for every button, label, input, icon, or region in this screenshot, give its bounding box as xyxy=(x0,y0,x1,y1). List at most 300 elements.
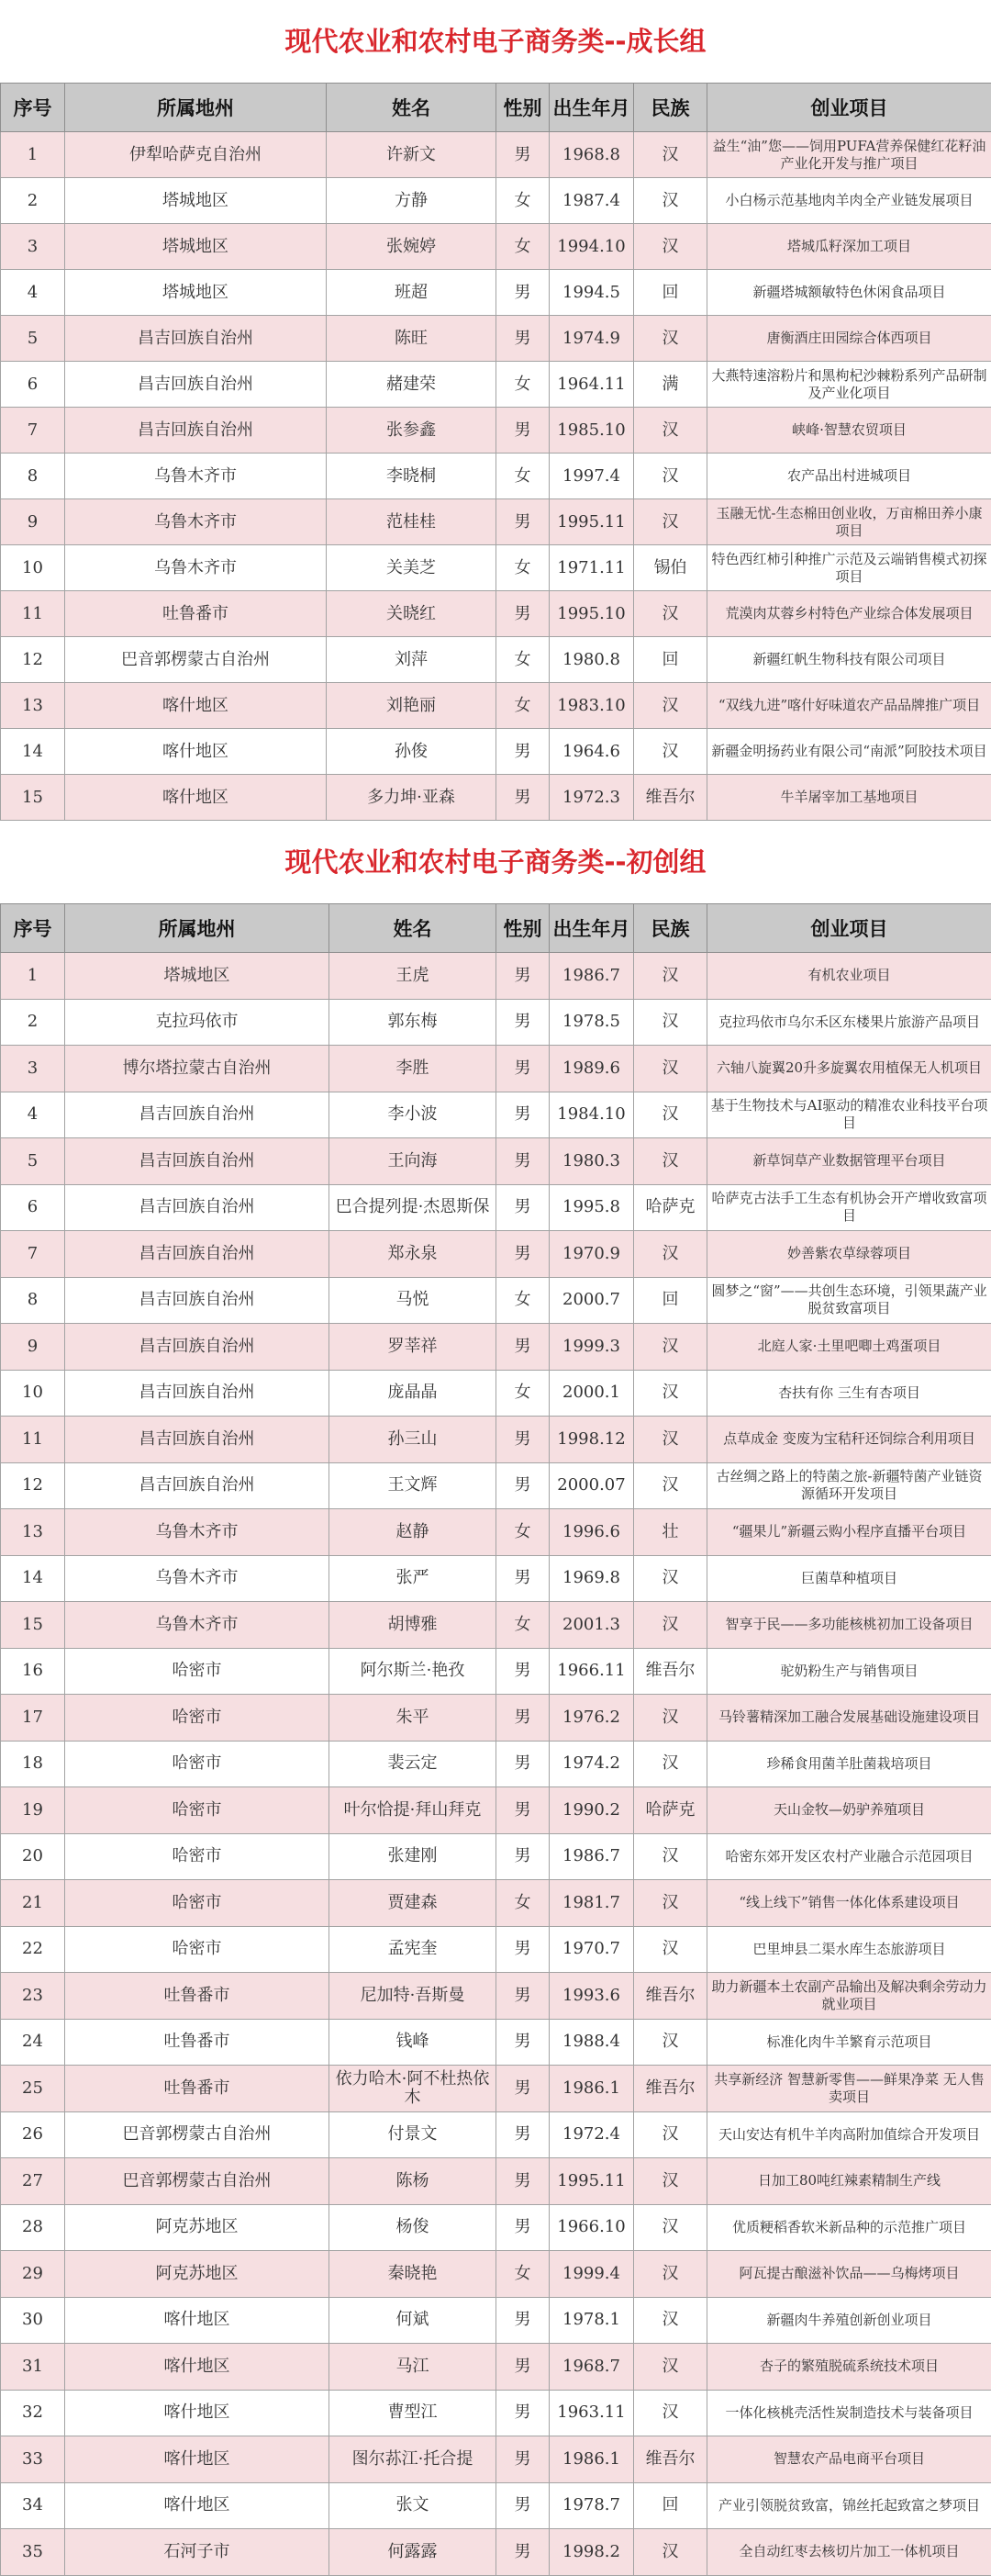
birth-date-cell: 1974.9 xyxy=(550,316,634,362)
name-cell: 何露露 xyxy=(329,2529,496,2576)
ethnicity-cell: 汉 xyxy=(634,1833,707,1880)
ethnicity-cell: 哈萨克 xyxy=(634,1184,707,1231)
project-cell: 一体化核桃壳活性炭制造技术与装备项目 xyxy=(707,2390,991,2436)
gender-cell: 女 xyxy=(496,545,550,591)
ethnicity-cell: 汉 xyxy=(634,1462,707,1509)
table-row xyxy=(1,1184,991,1231)
project-cell: 特色西红柿引种推广示范及云端销售模式初探项目 xyxy=(707,545,991,591)
project-cell: 天山安达有机牛羊肉高附加值综合开发项目 xyxy=(707,2111,991,2158)
gender-cell: 男 xyxy=(496,2482,550,2529)
gender-cell: 男 xyxy=(496,1138,550,1185)
region-cell: 喀什地区 xyxy=(65,775,327,821)
row-number-cell: 34 xyxy=(1,2482,65,2529)
region-cell: 喀什地区 xyxy=(65,2436,329,2483)
table-startup xyxy=(0,903,991,2576)
section-growth xyxy=(0,0,991,821)
table-row xyxy=(1,408,991,454)
region-cell: 哈密市 xyxy=(65,1648,329,1695)
ethnicity-cell: 汉 xyxy=(634,2204,707,2251)
gender-cell: 女 xyxy=(496,1277,550,1324)
ethnicity-cell: 回 xyxy=(634,637,707,683)
name-cell: 贾建森 xyxy=(329,1880,496,1927)
ethnicity-cell: 汉 xyxy=(634,2344,707,2391)
birth-date-cell: 1969.8 xyxy=(550,1555,634,1602)
ethnicity-cell: 汉 xyxy=(634,2297,707,2344)
region-cell: 巴音郭楞蒙古自治州 xyxy=(65,2111,329,2158)
table-row xyxy=(1,1880,991,1927)
name-cell: 杨俊 xyxy=(329,2204,496,2251)
name-cell: 孙俊 xyxy=(327,729,496,775)
row-number-cell: 29 xyxy=(1,2251,65,2298)
project-cell: 新疆红帆生物科技有限公司项目 xyxy=(707,637,991,683)
ethnicity-cell: 汉 xyxy=(634,2019,707,2066)
gender-cell: 男 xyxy=(496,270,550,316)
gender-cell: 女 xyxy=(496,454,550,499)
table-row xyxy=(1,2251,991,2298)
gender-cell: 男 xyxy=(496,1324,550,1371)
gender-cell: 男 xyxy=(496,999,550,1046)
birth-date-cell: 1993.6 xyxy=(550,1973,634,2020)
name-cell: 陈杨 xyxy=(329,2158,496,2205)
gender-cell: 男 xyxy=(496,132,550,178)
birth-date-cell: 1995.11 xyxy=(550,499,634,545)
table-row xyxy=(1,1462,991,1509)
project-cell: 哈密东郊开发区农村产业融合示范园项目 xyxy=(707,1833,991,1880)
table-row xyxy=(1,2111,991,2158)
table-row xyxy=(1,1555,991,1602)
table-row xyxy=(1,1417,991,1463)
project-cell: 全自动红枣去核切片加工一体机项目 xyxy=(707,2529,991,2576)
region-cell: 昌吉回族自治州 xyxy=(65,362,327,408)
birth-date-cell: 1998.12 xyxy=(550,1417,634,1463)
region-cell: 博尔塔拉蒙古自治州 xyxy=(65,1046,329,1092)
ethnicity-cell: 回 xyxy=(634,270,707,316)
column-header: 所属地州 xyxy=(65,84,327,132)
name-cell: 孙三山 xyxy=(329,1417,496,1463)
ethnicity-cell: 维吾尔 xyxy=(634,775,707,821)
project-cell: 驼奶粉生产与销售项目 xyxy=(707,1648,991,1695)
project-cell: 牛羊屠宰加工基地项目 xyxy=(707,775,991,821)
row-number-cell: 16 xyxy=(1,1648,65,1695)
row-number-cell: 18 xyxy=(1,1741,65,1787)
gender-cell: 男 xyxy=(496,1555,550,1602)
name-cell: 李胜 xyxy=(329,1046,496,1092)
project-cell: 唐衡酒庄田园综合体西项目 xyxy=(707,316,991,362)
row-number-cell: 15 xyxy=(1,775,65,821)
name-cell: 郑永泉 xyxy=(329,1231,496,1278)
region-cell: 昌吉回族自治州 xyxy=(65,1092,329,1138)
table-row xyxy=(1,953,991,1000)
row-number-cell: 8 xyxy=(1,1277,65,1324)
name-cell: 巴合提列提·杰恩斯保 xyxy=(329,1184,496,1231)
name-cell: 庞晶晶 xyxy=(329,1370,496,1417)
table-row xyxy=(1,2297,991,2344)
ethnicity-cell: 汉 xyxy=(634,953,707,1000)
table-row xyxy=(1,2436,991,2483)
name-cell: 尼加特·吾斯曼 xyxy=(329,1973,496,2020)
table-row xyxy=(1,270,991,316)
project-cell: 荒漠肉苁蓉乡村特色产业综合体发展项目 xyxy=(707,591,991,637)
region-cell: 乌鲁木齐市 xyxy=(65,1555,329,1602)
row-number-cell: 5 xyxy=(1,1138,65,1185)
birth-date-cell: 1987.4 xyxy=(550,178,634,224)
name-cell: 依力哈木·阿不杜热依木 xyxy=(329,2066,496,2112)
column-header: 出生年月 xyxy=(550,84,634,132)
gender-cell: 男 xyxy=(496,729,550,775)
region-cell: 吐鲁番市 xyxy=(65,2066,329,2112)
gender-cell: 男 xyxy=(496,1092,550,1138)
project-cell: 北庭人家·土里吧唧土鸡蛋项目 xyxy=(707,1324,991,1371)
row-number-cell: 6 xyxy=(1,362,65,408)
gender-cell: 男 xyxy=(496,316,550,362)
region-cell: 巴音郭楞蒙古自治州 xyxy=(65,637,327,683)
name-cell: 刘萍 xyxy=(327,637,496,683)
row-number-cell: 10 xyxy=(1,1370,65,1417)
table-row xyxy=(1,2344,991,2391)
birth-date-cell: 1985.10 xyxy=(550,408,634,454)
ethnicity-cell: 汉 xyxy=(634,1046,707,1092)
row-number-cell: 4 xyxy=(1,270,65,316)
birth-date-cell: 1970.7 xyxy=(550,1926,634,1973)
project-cell: 产业引领脱贫致富，锦丝托起致富之梦项目 xyxy=(707,2482,991,2529)
name-cell: 张严 xyxy=(329,1555,496,1602)
row-number-cell: 1 xyxy=(1,132,65,178)
gender-cell: 男 xyxy=(496,2111,550,2158)
name-cell: 刘艳丽 xyxy=(327,683,496,729)
table-header-row xyxy=(1,904,991,953)
ethnicity-cell: 维吾尔 xyxy=(634,2066,707,2112)
region-cell: 吐鲁番市 xyxy=(65,2019,329,2066)
project-cell: 新草饲草产业数据管理平台项目 xyxy=(707,1138,991,1185)
table-row xyxy=(1,1787,991,1834)
birth-date-cell: 1988.4 xyxy=(550,2019,634,2066)
gender-cell: 男 xyxy=(496,953,550,1000)
name-cell: 张参鑫 xyxy=(327,408,496,454)
table-row xyxy=(1,1973,991,2020)
birth-date-cell: 1996.6 xyxy=(550,1509,634,1556)
birth-date-cell: 1978.5 xyxy=(550,999,634,1046)
row-number-cell: 12 xyxy=(1,637,65,683)
region-cell: 吐鲁番市 xyxy=(65,1973,329,2020)
column-header: 序号 xyxy=(1,84,65,132)
row-number-cell: 1 xyxy=(1,953,65,1000)
region-cell: 喀什地区 xyxy=(65,2390,329,2436)
birth-date-cell: 1976.2 xyxy=(550,1695,634,1742)
project-cell: 新疆金明扬药业有限公司“南派”阿胶技术项目 xyxy=(707,729,991,775)
ethnicity-cell: 汉 xyxy=(634,1231,707,1278)
region-cell: 昌吉回族自治州 xyxy=(65,1231,329,1278)
row-number-cell: 12 xyxy=(1,1462,65,1509)
row-number-cell: 11 xyxy=(1,591,65,637)
region-cell: 喀什地区 xyxy=(65,729,327,775)
ethnicity-cell: 汉 xyxy=(634,1926,707,1973)
name-cell: 马江 xyxy=(329,2344,496,2391)
region-cell: 昌吉回族自治州 xyxy=(65,1184,329,1231)
table-row xyxy=(1,637,991,683)
gender-cell: 女 xyxy=(496,1370,550,1417)
gender-cell: 男 xyxy=(496,591,550,637)
ethnicity-cell: 汉 xyxy=(634,316,707,362)
project-cell: 共享新经济 智慧新零售——鲜果净菜 无人售卖项目 xyxy=(707,2066,991,2112)
region-cell: 昌吉回族自治州 xyxy=(65,1324,329,1371)
row-number-cell: 6 xyxy=(1,1184,65,1231)
region-cell: 乌鲁木齐市 xyxy=(65,1602,329,1649)
name-cell: 多力坤·亚森 xyxy=(327,775,496,821)
region-cell: 昌吉回族自治州 xyxy=(65,1138,329,1185)
project-cell: 小白杨示范基地肉羊肉全产业链发展项目 xyxy=(707,178,991,224)
project-cell: 点草成金 变废为宝秸秆还饲综合利用项目 xyxy=(707,1417,991,1463)
table-row xyxy=(1,1138,991,1185)
table-growth xyxy=(0,83,991,821)
table-row xyxy=(1,1833,991,1880)
table-header-row xyxy=(1,84,991,132)
table-row xyxy=(1,1231,991,1278)
table-row xyxy=(1,1695,991,1742)
project-cell: 克拉玛依市乌尔禾区东楼果片旅游产品项目 xyxy=(707,999,991,1046)
region-cell: 塔城地区 xyxy=(65,178,327,224)
project-cell: 杏扶有你 三生有杏项目 xyxy=(707,1370,991,1417)
region-cell: 昌吉回族自治州 xyxy=(65,1417,329,1463)
project-cell: 日加工80吨红辣素精制生产线 xyxy=(707,2158,991,2205)
gender-cell: 男 xyxy=(496,1231,550,1278)
birth-date-cell: 1999.4 xyxy=(550,2251,634,2298)
project-cell: 基于生物技术与AI驱动的精准农业科技平台项目 xyxy=(707,1092,991,1138)
birth-date-cell: 1999.3 xyxy=(550,1324,634,1371)
birth-date-cell: 2001.3 xyxy=(550,1602,634,1649)
birth-date-cell: 1974.2 xyxy=(550,1741,634,1787)
gender-cell: 男 xyxy=(496,1695,550,1742)
birth-date-cell: 1966.10 xyxy=(550,2204,634,2251)
gender-cell: 女 xyxy=(496,2251,550,2298)
project-cell: 益生“油”您——饲用PUFA营养保健红花籽油产业化开发与推广项目 xyxy=(707,132,991,178)
birth-date-cell: 1995.10 xyxy=(550,591,634,637)
column-header: 民族 xyxy=(634,904,707,953)
ethnicity-cell: 汉 xyxy=(634,1602,707,1649)
region-cell: 乌鲁木齐市 xyxy=(65,545,327,591)
gender-cell: 女 xyxy=(496,1602,550,1649)
region-cell: 哈密市 xyxy=(65,1880,329,1927)
birth-date-cell: 1986.1 xyxy=(550,2436,634,2483)
table-row xyxy=(1,2204,991,2251)
gender-cell: 男 xyxy=(496,1417,550,1463)
table-row xyxy=(1,1277,991,1324)
row-number-cell: 21 xyxy=(1,1880,65,1927)
project-cell: 优质粳稻香软米新品种的示范推广项目 xyxy=(707,2204,991,2251)
name-cell: 付景文 xyxy=(329,2111,496,2158)
gender-cell: 男 xyxy=(496,1833,550,1880)
row-number-cell: 31 xyxy=(1,2344,65,2391)
name-cell: 方静 xyxy=(327,178,496,224)
row-number-cell: 22 xyxy=(1,1926,65,1973)
birth-date-cell: 1995.11 xyxy=(550,2158,634,2205)
ethnicity-cell: 汉 xyxy=(634,1695,707,1742)
column-header: 序号 xyxy=(1,904,65,953)
gender-cell: 女 xyxy=(496,1880,550,1927)
ethnicity-cell: 汉 xyxy=(634,591,707,637)
project-cell: 新疆塔城额敏特色休闲食品项目 xyxy=(707,270,991,316)
table-row xyxy=(1,499,991,545)
birth-date-cell: 1989.6 xyxy=(550,1046,634,1092)
table-row xyxy=(1,454,991,499)
project-cell: 六轴八旋翼20升多旋翼农用植保无人机项目 xyxy=(707,1046,991,1092)
ethnicity-cell: 汉 xyxy=(634,999,707,1046)
ethnicity-cell: 汉 xyxy=(634,729,707,775)
gender-cell: 女 xyxy=(496,637,550,683)
row-number-cell: 11 xyxy=(1,1417,65,1463)
table-row xyxy=(1,2158,991,2205)
birth-date-cell: 1963.11 xyxy=(550,2390,634,2436)
region-cell: 哈密市 xyxy=(65,1695,329,1742)
row-number-cell: 3 xyxy=(1,224,65,270)
region-cell: 乌鲁木齐市 xyxy=(65,499,327,545)
project-cell: 马铃薯精深加工融合发展基础设施建设项目 xyxy=(707,1695,991,1742)
project-cell: 标准化肉牛羊繁育示范项目 xyxy=(707,2019,991,2066)
row-number-cell: 30 xyxy=(1,2297,65,2344)
project-cell: 天山金牧—奶驴养殖项目 xyxy=(707,1787,991,1834)
row-number-cell: 33 xyxy=(1,2436,65,2483)
name-cell: 阿尔斯兰·艳孜 xyxy=(329,1648,496,1695)
project-cell: 阿瓦提古酿滋补饮品——乌梅烤项目 xyxy=(707,2251,991,2298)
row-number-cell: 8 xyxy=(1,454,65,499)
table-row xyxy=(1,729,991,775)
region-cell: 喀什地区 xyxy=(65,683,327,729)
table-row xyxy=(1,132,991,178)
region-cell: 喀什地区 xyxy=(65,2297,329,2344)
project-cell: 助力新疆本土农副产品输出及解决剩余劳动力就业项目 xyxy=(707,1973,991,2020)
name-cell: 裴云定 xyxy=(329,1741,496,1787)
gender-cell: 男 xyxy=(496,1973,550,2020)
gender-cell: 男 xyxy=(496,1741,550,1787)
birth-date-cell: 1978.7 xyxy=(550,2482,634,2529)
ethnicity-cell: 壮 xyxy=(634,1509,707,1556)
gender-cell: 女 xyxy=(496,1509,550,1556)
birth-date-cell: 1997.4 xyxy=(550,454,634,499)
region-cell: 阿克苏地区 xyxy=(65,2251,329,2298)
row-number-cell: 14 xyxy=(1,729,65,775)
row-number-cell: 2 xyxy=(1,999,65,1046)
row-number-cell: 35 xyxy=(1,2529,65,2576)
birth-date-cell: 1968.7 xyxy=(550,2344,634,2391)
gender-cell: 女 xyxy=(496,178,550,224)
section-title-growth: 现代农业和农村电子商务类--成长组 xyxy=(0,0,991,83)
gender-cell: 男 xyxy=(496,1462,550,1509)
table-row xyxy=(1,2482,991,2529)
table-body-growth xyxy=(1,132,991,821)
row-number-cell: 5 xyxy=(1,316,65,362)
ethnicity-cell: 锡伯 xyxy=(634,545,707,591)
table-row xyxy=(1,1648,991,1695)
ethnicity-cell: 汉 xyxy=(634,1880,707,1927)
name-cell: 叶尔恰提·拜山拜克 xyxy=(329,1787,496,1834)
region-cell: 塔城地区 xyxy=(65,953,329,1000)
name-cell: 班超 xyxy=(327,270,496,316)
name-cell: 赵静 xyxy=(329,1509,496,1556)
name-cell: 孟宪奎 xyxy=(329,1926,496,1973)
region-cell: 昌吉回族自治州 xyxy=(65,1462,329,1509)
ethnicity-cell: 汉 xyxy=(634,1138,707,1185)
column-header: 性别 xyxy=(496,904,550,953)
table-row xyxy=(1,1926,991,1973)
project-cell: 智享于民——多功能核桃初加工设备项目 xyxy=(707,1602,991,1649)
table-row xyxy=(1,999,991,1046)
name-cell: 范桂桂 xyxy=(327,499,496,545)
gender-cell: 男 xyxy=(496,1787,550,1834)
column-header: 姓名 xyxy=(327,84,496,132)
table-row xyxy=(1,2529,991,2576)
region-cell: 克拉玛依市 xyxy=(65,999,329,1046)
ethnicity-cell: 汉 xyxy=(634,454,707,499)
ethnicity-cell: 汉 xyxy=(634,2251,707,2298)
table-row xyxy=(1,683,991,729)
row-number-cell: 3 xyxy=(1,1046,65,1092)
birth-date-cell: 1964.11 xyxy=(550,362,634,408)
ethnicity-cell: 汉 xyxy=(634,1555,707,1602)
name-cell: 许新文 xyxy=(327,132,496,178)
project-cell: 杏子的繁殖脱硫系统技术项目 xyxy=(707,2344,991,2391)
table-row xyxy=(1,775,991,821)
ethnicity-cell: 汉 xyxy=(634,1741,707,1787)
birth-date-cell: 1998.2 xyxy=(550,2529,634,2576)
birth-date-cell: 2000.1 xyxy=(550,1370,634,1417)
project-cell: “疆果儿”新疆云购小程序直播平台项目 xyxy=(707,1509,991,1556)
ethnicity-cell: 汉 xyxy=(634,178,707,224)
table-row xyxy=(1,178,991,224)
birth-date-cell: 2000.07 xyxy=(550,1462,634,1509)
table-row xyxy=(1,545,991,591)
project-cell: 圆梦之“窗”——共创生态环境，引领果蔬产业脱贫致富项目 xyxy=(707,1277,991,1324)
region-cell: 昌吉回族自治州 xyxy=(65,1370,329,1417)
column-header: 创业项目 xyxy=(707,904,991,953)
table-row xyxy=(1,2066,991,2112)
row-number-cell: 14 xyxy=(1,1555,65,1602)
project-cell: 有机农业项目 xyxy=(707,953,991,1000)
gender-cell: 女 xyxy=(496,362,550,408)
ethnicity-cell: 维吾尔 xyxy=(634,1648,707,1695)
project-cell: 智慧农产品电商平台项目 xyxy=(707,2436,991,2483)
name-cell: 张文 xyxy=(329,2482,496,2529)
gender-cell: 女 xyxy=(496,683,550,729)
name-cell: 王向海 xyxy=(329,1138,496,1185)
table-row xyxy=(1,1046,991,1092)
name-cell: 王虎 xyxy=(329,953,496,1000)
name-cell: 关美芝 xyxy=(327,545,496,591)
region-cell: 吐鲁番市 xyxy=(65,591,327,637)
region-cell: 昌吉回族自治州 xyxy=(65,1277,329,1324)
region-cell: 喀什地区 xyxy=(65,2344,329,2391)
name-cell: 张建刚 xyxy=(329,1833,496,1880)
birth-date-cell: 1970.9 xyxy=(550,1231,634,1278)
project-cell: 妙善紫农草绿蓉项目 xyxy=(707,1231,991,1278)
name-cell: 李晓桐 xyxy=(327,454,496,499)
row-number-cell: 25 xyxy=(1,2066,65,2112)
row-number-cell: 7 xyxy=(1,408,65,454)
ethnicity-cell: 维吾尔 xyxy=(634,2436,707,2483)
table-row xyxy=(1,591,991,637)
region-cell: 石河子市 xyxy=(65,2529,329,2576)
ethnicity-cell: 汉 xyxy=(634,2390,707,2436)
ethnicity-cell: 汉 xyxy=(634,1092,707,1138)
region-cell: 塔城地区 xyxy=(65,224,327,270)
birth-date-cell: 1983.10 xyxy=(550,683,634,729)
project-cell: 哈萨克古法手工生态有机协会开产增收致富项目 xyxy=(707,1184,991,1231)
name-cell: 图尔荪江·托合提 xyxy=(329,2436,496,2483)
ethnicity-cell: 汉 xyxy=(634,1324,707,1371)
birth-date-cell: 1966.11 xyxy=(550,1648,634,1695)
row-number-cell: 10 xyxy=(1,545,65,591)
project-cell: 珍稀食用菌羊肚菌栽培项目 xyxy=(707,1741,991,1787)
table-row xyxy=(1,1741,991,1787)
region-cell: 阿克苏地区 xyxy=(65,2204,329,2251)
